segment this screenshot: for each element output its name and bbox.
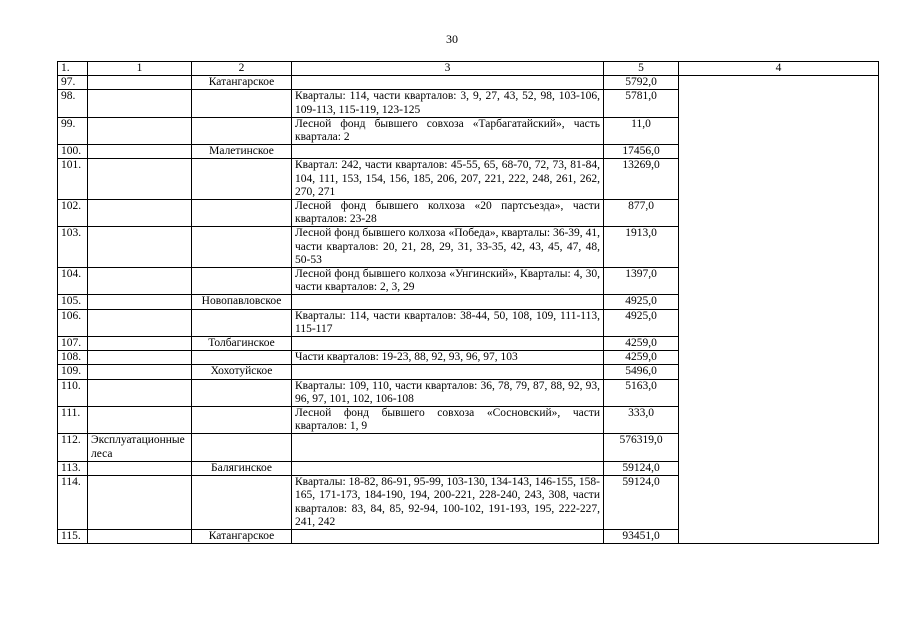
quarters-cell	[292, 337, 604, 351]
forestry-cell	[192, 407, 292, 434]
quarters-cell	[292, 529, 604, 543]
quarters-cell: Лесной фонд бывшего совхоза «Сосновский», части кварталов: 1, 9	[292, 407, 604, 434]
row-number-cell: 107.	[58, 337, 88, 351]
row-number-cell: 114.	[58, 476, 88, 530]
forestry-cell: Катангарское	[192, 529, 292, 543]
category-cell	[88, 227, 192, 268]
category-cell	[88, 117, 192, 144]
area-cell: 11,0	[604, 117, 679, 144]
header-cell: 4	[679, 62, 879, 76]
quarters-cell: Кварталы: 109, 110, части кварталов: 36, 78, 79, 87, 88, 92, 93, 96, 97, 101, 102, 106-108	[292, 379, 604, 406]
category-cell	[88, 461, 192, 475]
forestry-cell	[192, 309, 292, 336]
quarters-cell: Лесной фонд бывшего колхоза «Унгинский», Кварталы: 4, 30, части кварталов: 2, 3, 29	[292, 268, 604, 295]
area-cell: 5792,0	[604, 76, 679, 90]
forestry-cell	[192, 159, 292, 200]
category-cell	[88, 145, 192, 159]
area-cell: 4925,0	[604, 309, 679, 336]
quarters-cell: Кварталы: 114, части кварталов: 38-44, 50, 108, 109, 111-113, 115-117	[292, 309, 604, 336]
header-cell: 1	[88, 62, 192, 76]
category-cell	[88, 295, 192, 309]
notes-cell	[679, 76, 879, 544]
area-cell: 5496,0	[604, 365, 679, 379]
forestry-cell	[192, 268, 292, 295]
area-cell: 93451,0	[604, 529, 679, 543]
table-body	[58, 62, 879, 544]
page-number: 30	[446, 32, 458, 46]
quarters-cell: Лесной фонд бывшего колхоза «20 партсъезда», части кварталов: 23-28	[292, 200, 604, 227]
forestry-cell	[192, 90, 292, 117]
quarters-cell	[292, 76, 604, 90]
category-cell	[88, 365, 192, 379]
area-cell: 333,0	[604, 407, 679, 434]
category-cell	[88, 529, 192, 543]
quarters-cell: Лесной фонд бывшего колхоза «Победа», кварталы: 36-39, 41, части кварталов: 20, 21, 28, 29, 31, 33-35, 42, 43, 45, 47, 48, 50-53	[292, 227, 604, 268]
header-cell: 5	[604, 62, 679, 76]
row-number-cell: 110.	[58, 379, 88, 406]
quarters-cell	[292, 461, 604, 475]
row-number-cell: 100.	[58, 145, 88, 159]
row-number-cell: 98.	[58, 90, 88, 117]
category-cell	[88, 309, 192, 336]
category-cell	[88, 379, 192, 406]
header-cell: 1.	[58, 62, 88, 76]
forestry-cell: Малетинское	[192, 145, 292, 159]
category-cell	[88, 159, 192, 200]
forestry-cell: Хохотуйское	[192, 365, 292, 379]
area-cell: 59124,0	[604, 461, 679, 475]
quarters-cell: Лесной фонд бывшего совхоза «Тарбагатайский», часть квартала: 2	[292, 117, 604, 144]
quarters-cell	[292, 434, 604, 461]
area-cell: 877,0	[604, 200, 679, 227]
row-number-cell: 113.	[58, 461, 88, 475]
area-cell: 13269,0	[604, 159, 679, 200]
category-cell	[88, 200, 192, 227]
forestry-cell	[192, 117, 292, 144]
area-cell: 17456,0	[604, 145, 679, 159]
quarters-cell: Кварталы: 114, части кварталов: 3, 9, 27, 43, 52, 98, 103-106, 109-113, 115-119, 123-125	[292, 90, 604, 117]
quarters-cell	[292, 295, 604, 309]
forest-quarters-table	[57, 61, 879, 544]
quarters-cell	[292, 365, 604, 379]
forestry-cell	[192, 434, 292, 461]
table-row	[58, 76, 879, 90]
quarters-cell: Кварталы: 18-82, 86-91, 95-99, 103-130, 134-143, 146-155, 158-165, 171-173, 184-190, 194, 200-221, 228-240, 243, 308, части кварталов: 83, 84, 85, 92-94, 100-102, 191-193, 195, 222-227, 241, 242	[292, 476, 604, 530]
forestry-cell	[192, 379, 292, 406]
quarters-cell: Квартал: 242, части кварталов: 45-55, 65, 68-70, 72, 73, 81-84, 104, 111, 153, 154, 156, 185, 206, 207, 221, 222, 248, 261, 262, 270, 271	[292, 159, 604, 200]
row-number-cell: 101.	[58, 159, 88, 200]
row-number-cell: 105.	[58, 295, 88, 309]
category-cell	[88, 76, 192, 90]
category-cell	[88, 476, 192, 530]
quarters-cell	[292, 145, 604, 159]
forestry-cell: Катангарское	[192, 76, 292, 90]
forestry-cell: Толбагинское	[192, 337, 292, 351]
area-cell: 4259,0	[604, 337, 679, 351]
quarters-cell: Части кварталов: 19-23, 88, 92, 93, 96, 97, 103	[292, 351, 604, 365]
row-number-cell: 108.	[58, 351, 88, 365]
category-cell	[88, 268, 192, 295]
forestry-cell: Новопавловское	[192, 295, 292, 309]
header-cell: 2	[192, 62, 292, 76]
forestry-cell: Балягинское	[192, 461, 292, 475]
forestry-cell	[192, 227, 292, 268]
forestry-cell	[192, 200, 292, 227]
category-cell	[88, 337, 192, 351]
area-cell: 1913,0	[604, 227, 679, 268]
area-cell: 5163,0	[604, 379, 679, 406]
row-number-cell: 104.	[58, 268, 88, 295]
forestry-cell	[192, 476, 292, 530]
area-cell: 1397,0	[604, 268, 679, 295]
header-cell: 3	[292, 62, 604, 76]
category-cell	[88, 90, 192, 117]
row-number-cell: 111.	[58, 407, 88, 434]
area-cell: 4925,0	[604, 295, 679, 309]
row-number-cell: 115.	[58, 529, 88, 543]
area-cell: 4259,0	[604, 351, 679, 365]
forestry-cell	[192, 351, 292, 365]
category-cell: Эксплуатационные леса	[88, 434, 192, 461]
row-number-cell: 109.	[58, 365, 88, 379]
row-number-cell: 102.	[58, 200, 88, 227]
area-cell: 5781,0	[604, 90, 679, 117]
area-cell: 576319,0	[604, 434, 679, 461]
row-number-cell: 112.	[58, 434, 88, 461]
table-header-row	[58, 62, 879, 76]
row-number-cell: 99.	[58, 117, 88, 144]
area-cell: 59124,0	[604, 476, 679, 530]
row-number-cell: 106.	[58, 309, 88, 336]
category-cell	[88, 407, 192, 434]
row-number-cell: 97.	[58, 76, 88, 90]
category-cell	[88, 351, 192, 365]
row-number-cell: 103.	[58, 227, 88, 268]
